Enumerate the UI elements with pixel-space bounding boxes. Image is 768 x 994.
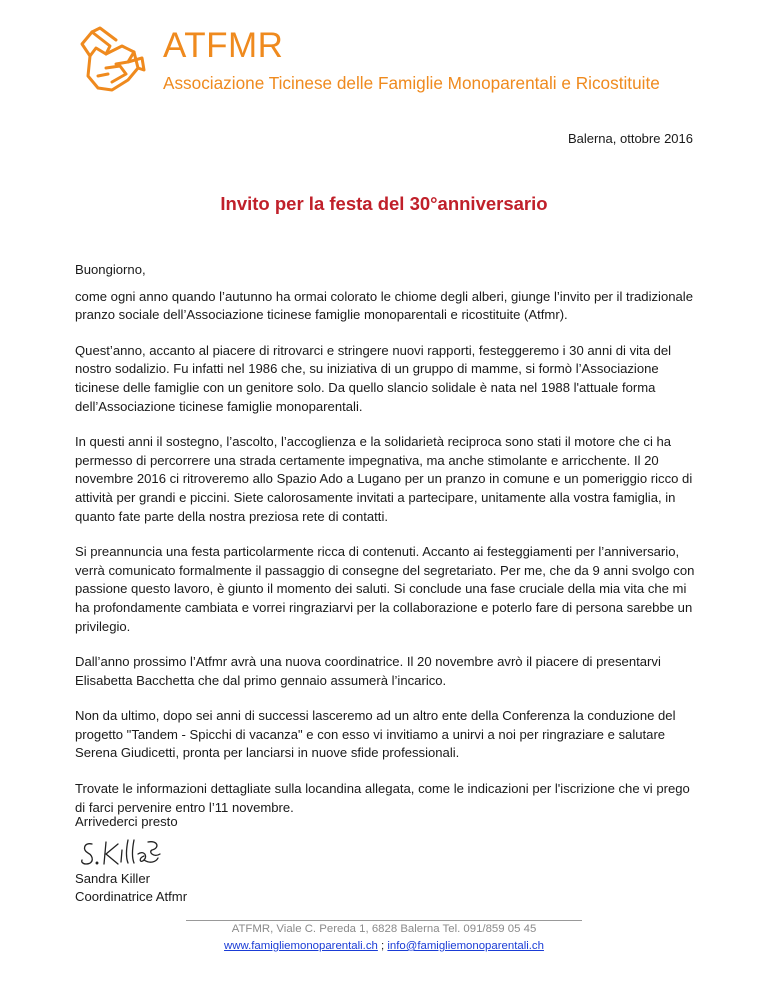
website-link[interactable]: www.famigliemonoparentali.ch bbox=[224, 940, 378, 952]
date-line: Balerna, ottobre 2016 bbox=[567, 131, 693, 146]
link-separator: ; bbox=[377, 940, 388, 952]
paragraph: Dall’anno prossimo l’Atfmr avrà una nuova coordinatrice. Il 20 novembre avrò il piacere di presentarvi Elisabetta Bacchetta che dal primo gennaio assumerà l’incarico. bbox=[75, 654, 661, 688]
greeting: Buongiorno, bbox=[75, 262, 146, 277]
footer-address: ATFMR, Viale C. Pereda 1, 6828 Balerna Tel. 091/859 05 45 bbox=[231, 923, 537, 935]
footer-divider bbox=[186, 920, 582, 921]
paragraph: come ogni anno quando l’autunno ha ormai colorato le chiome degli alberi, giunge l’invito per il tradizionale pranzo sociale dell’Associazione ticinese famiglie monoparentali e ricostituite (Atfmr). bbox=[75, 288, 693, 323]
handwritten-signature bbox=[78, 836, 164, 870]
signer-role: Coordinatrice Atfmr bbox=[75, 889, 188, 904]
footer-links bbox=[0, 940, 768, 952]
email-link[interactable]: info@famigliemonoparentali.ch bbox=[387, 940, 544, 952]
paragraph: In questi anni il sostegno, l’ascolto, l’accoglienza e la solidarietà reciproca sono stati il motore che ci ha permesso di percorrere una strada certamente impegnativa, ma anche stimolante e arricchente. Il 20 novembre 2016 ci ritroveremo allo Spazio Ado a Lugano per un pranzo in comune e un pomeriggio ricco di attività per grandi e piccini. Siete calorosamente invitati a partecipare, unitamente alla vostra famiglia, in quanto fate parte della nostra preziosa rete di contatti. bbox=[75, 434, 693, 524]
paragraph: Quest’anno, accanto al piacere di ritrovarci e stringere nuovi rapporti, festeggeremo i 30 anni di vita del nostro sodalizio. Fu infatti nel 1986 che, su iniziativa di un gruppo di mamme, si formò l’Associazione ticinese delle famiglie con un genitore solo. Da quello slancio solidale è nata nel 1988 l'attuale forma dell’Associazione ticinese famiglie monoparentali. bbox=[75, 342, 672, 414]
paragraph: Si preannuncia una festa particolarmente ricca di contenuti. Accanto ai festeggiamenti per l’anniversario, verrà comunicato formalmente il passaggio di consegne del segretariato. Per me, che da 9 anni svolgo con passione questo lavoro, è giunto il momento dei saluti. Si conclude una fase cruciale della mia vita che mi ha profondamente cambiata e vorrei ringraziarvi per la collaborazione e poterlo fare di persona sarebbe un privilegio. bbox=[75, 544, 695, 634]
paragraph: Non da ultimo, dopo sei anni di successi lasceremo ad un altro ente della Conferenza la conduzione del progetto "Tandem - Spicchi di vacanza" e con esso vi invitiamo a unirvi a noi per ringraziare e salutare Serena Giudicetti, pronta per lanciarsi in nuove sfide professionali. bbox=[75, 708, 676, 761]
brand-name: ATFMR bbox=[163, 26, 284, 65]
letter-body bbox=[75, 261, 697, 834]
signoff: Arrivederci presto bbox=[75, 814, 178, 829]
brand-subtitle: Associazione Ticinese delle Famiglie Monoparentali e Ricostituite bbox=[163, 73, 660, 93]
signer-name: Sandra Killer bbox=[75, 871, 150, 886]
letter-title: Invito per la festa del 30°anniversario bbox=[220, 193, 548, 214]
hands-logo-icon bbox=[76, 24, 150, 98]
paragraph: Trovate le informazioni dettagliate sulla locandina allegata, come le indicazioni per l'iscrizione che vi prego di farci pervenire entro l’11 novembre. bbox=[75, 781, 690, 815]
